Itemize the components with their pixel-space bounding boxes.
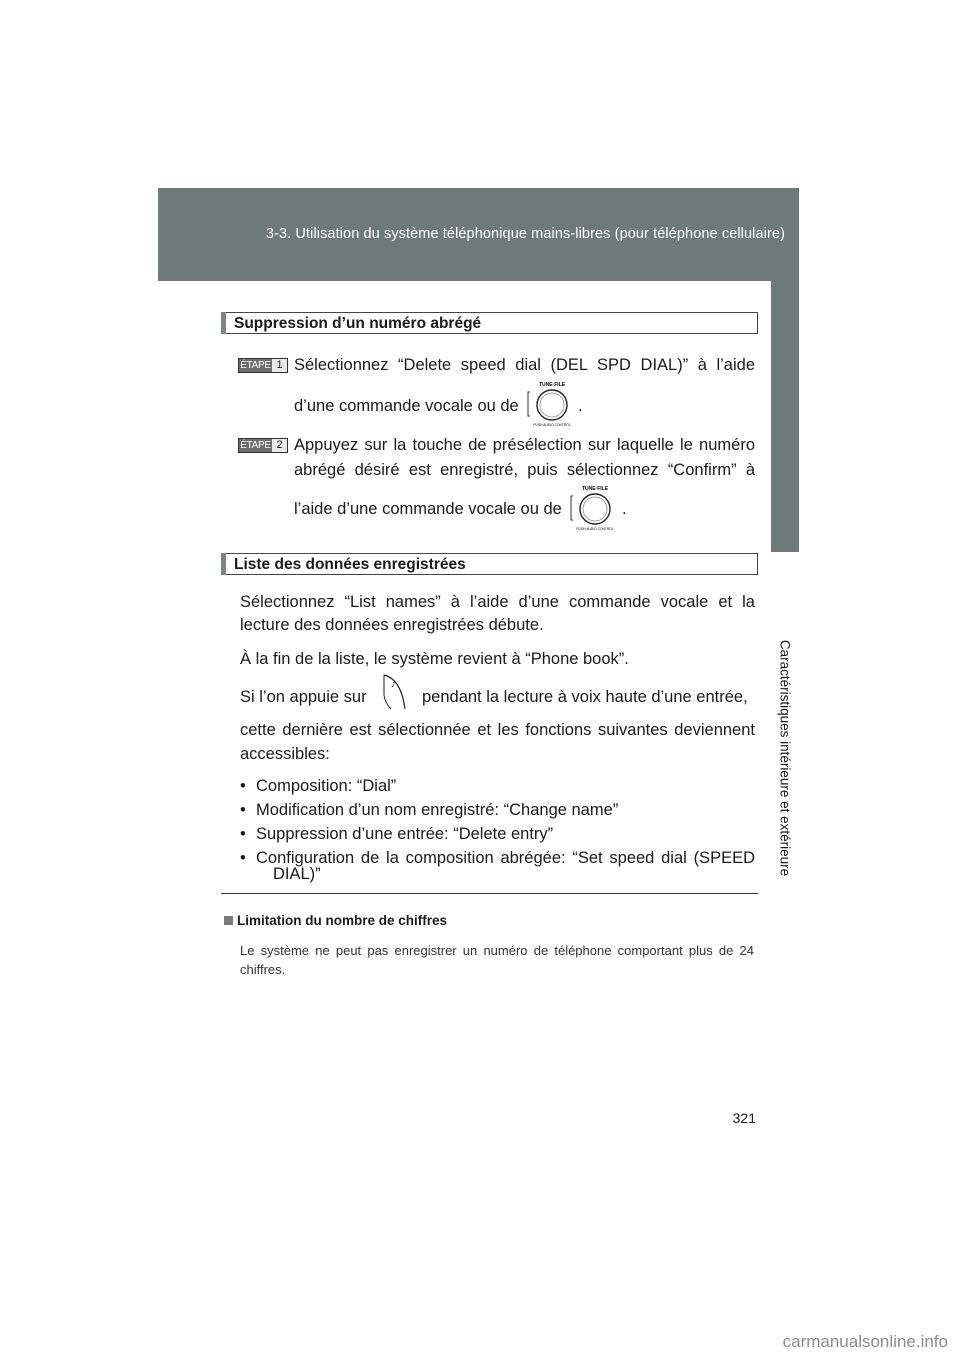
step-2-end: . <box>622 500 627 518</box>
paragraph-3-part-b: pendant la lecture à voix haute d’une entrée, <box>422 688 748 706</box>
step-1-line-1: Sélectionnez “Delete speed dial (DEL SPD DIAL)” à l’aide <box>294 356 755 374</box>
side-tab-number: 3 <box>781 573 789 588</box>
bullet-mark: • <box>240 801 246 819</box>
section-heading-text: Suppression d’un numéro abrégé <box>234 315 482 332</box>
paragraph-3-line-3: accessibles: <box>240 745 330 763</box>
step-number: 1 <box>276 359 283 371</box>
note-heading-text: Limitation du nombre de chiffres <box>237 913 448 928</box>
bullet-mark: • <box>240 849 246 867</box>
svg-text:♪: ♪ <box>391 681 396 689</box>
knob-label: TUNE·FILE <box>538 382 566 388</box>
paragraph-3-line-2: cette dernière est sélectionnée et les fonctions suivantes deviennent <box>240 721 755 739</box>
note-heading <box>224 913 447 928</box>
heading-accent-bar <box>221 312 226 334</box>
step-label: ÉTAPE <box>240 360 271 371</box>
step-2-line-1: Appuyez sur la touche de présélection sur laquelle le numéro <box>294 436 755 454</box>
step-2-badge <box>238 438 288 453</box>
step-2-line-2: abrégé désiré est enregistré, puis sélectionnez “Confirm” à <box>294 461 755 479</box>
knob-sub-label: PUSH AUDIO CONTROL <box>576 527 614 531</box>
chapter-title: 3-3. Utilisation du système téléphonique mains-libres (pour téléphone cellulaire) <box>265 226 785 242</box>
watermark: carmanualsonline.info <box>782 1332 948 1351</box>
paragraph-2: À la fin de la liste, le système revient à “Phone book”. <box>240 650 629 668</box>
page-number: 321 <box>732 1110 756 1126</box>
side-tab-label: Caractéristiques intérieure et extérieure <box>777 639 793 877</box>
bullet-mark: • <box>240 777 246 795</box>
step-1-end: . <box>578 397 583 415</box>
note-body: Le système ne peut pas enregistrer un numéro de téléphone comportant plus de 24 chiffres. <box>240 943 754 977</box>
knob-sub-label: PUSH AUDIO CONTROL <box>533 423 571 427</box>
paragraph-3-part-a: Si l’on appuie sur <box>240 688 367 706</box>
tune-file-knob-icon <box>527 380 575 428</box>
chapter-header <box>158 188 799 281</box>
bullet-item-continued: DIAL)” <box>273 865 321 883</box>
knob-label: TUNE·FILE <box>581 486 609 492</box>
step-number: 2 <box>276 439 283 451</box>
step-1-line-2: d’une commande vocale ou de <box>294 397 519 415</box>
talk-switch-icon <box>381 673 407 711</box>
step-1-badge <box>238 358 288 373</box>
tune-file-knob-icon <box>570 484 618 532</box>
bullet-mark: • <box>240 825 246 843</box>
bullet-item: Configuration de la composition abrégée: “Set speed dial (SPEED <box>256 849 755 867</box>
paragraph-1-line-1: Sélectionnez “List names” à l’aide d’une commande vocale et la <box>240 593 755 611</box>
bullet-item: Modification d’un nom enregistré: “Change name” <box>256 801 619 819</box>
paragraph-1-line-2: lecture des données enregistrées débute. <box>240 616 544 634</box>
bullet-item: Composition: “Dial” <box>256 777 397 795</box>
bullet-item: Suppression d’une entrée: “Delete entry” <box>256 825 554 843</box>
heading-accent-bar <box>221 553 226 575</box>
section-heading-suppression <box>221 312 758 334</box>
step-2-line-3: l’aide d’une commande vocale ou de <box>294 500 562 518</box>
divider <box>221 893 758 894</box>
section-heading-text: Liste des données enregistrées <box>234 556 466 573</box>
step-label: ÉTAPE <box>240 440 271 451</box>
section-heading-liste <box>221 553 758 575</box>
square-bullet-icon <box>224 916 233 925</box>
